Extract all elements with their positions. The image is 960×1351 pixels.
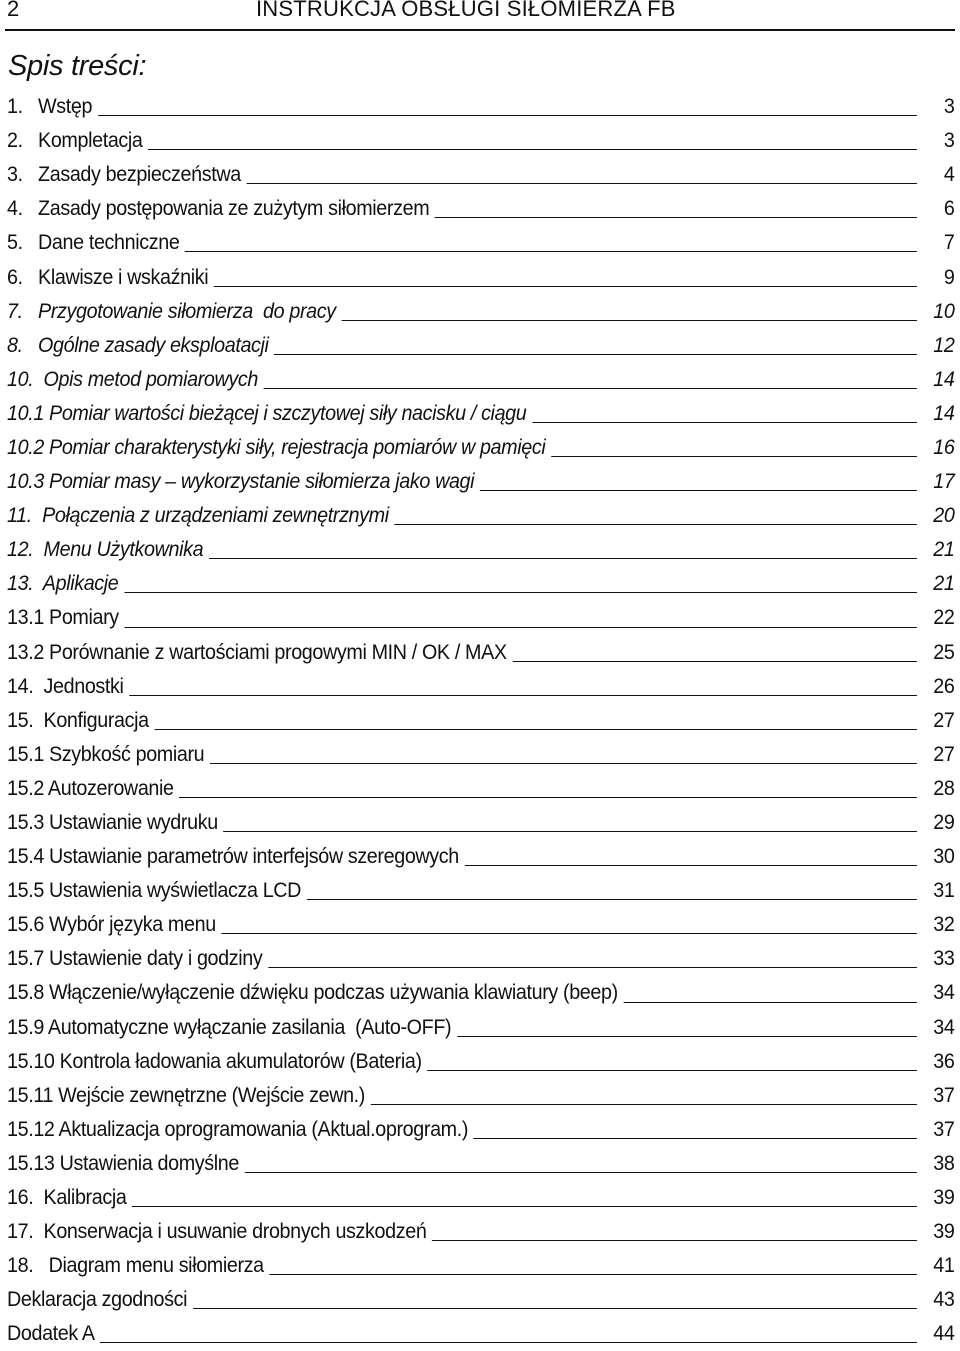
toc-entry[interactable] xyxy=(7,397,955,431)
toc-entry-label: 7. Przygotowanie siłomierza do pracy xyxy=(7,299,336,323)
toc-entry[interactable] xyxy=(7,738,955,772)
toc-leader-line xyxy=(179,797,917,798)
toc-entry[interactable] xyxy=(7,329,955,363)
toc-entry-page: 21 xyxy=(933,572,955,596)
toc-entry-label: 15.9 Automatyczne wyłączanie zasilania (Auto-OFF) xyxy=(7,1015,452,1039)
toc-entry-label: 18. Diagram menu siłomierza xyxy=(7,1254,264,1278)
toc-entry-page: 27 xyxy=(933,742,955,766)
toc-entry-label: 15. Konfiguracja xyxy=(7,708,149,732)
toc-entry-page: 21 xyxy=(933,538,955,562)
toc-entry-page: 22 xyxy=(933,606,955,630)
toc-entry-page: 44 xyxy=(933,1322,955,1346)
toc-entry-page: 17 xyxy=(933,470,955,494)
toc-entry[interactable] xyxy=(7,567,955,601)
toc-entry[interactable] xyxy=(7,363,955,397)
toc-entry-page: 29 xyxy=(933,811,955,835)
toc-entry-label: 15.2 Autozerowanie xyxy=(7,776,174,800)
toc-entry[interactable] xyxy=(7,90,955,124)
toc-entry-label: 15.1 Szybkość pomiaru xyxy=(7,742,205,766)
toc-entry-page: 4 xyxy=(943,163,955,187)
toc-leader-line xyxy=(465,865,917,866)
toc-entry-label: 15.8 Włączenie/wyłączenie dźwięku podczas używania klawiatury (beep) xyxy=(7,981,618,1005)
toc-leader-line xyxy=(148,149,917,150)
header-divider xyxy=(5,29,955,31)
toc-entry-page: 34 xyxy=(933,1015,955,1039)
page-header xyxy=(0,0,960,40)
toc-leader-line xyxy=(221,933,916,934)
toc-leader-line xyxy=(371,1104,917,1105)
toc-leader-line xyxy=(246,183,916,184)
toc-leader-line xyxy=(129,695,917,696)
toc-leader-line xyxy=(427,1070,917,1071)
toc-leader-line xyxy=(132,1206,917,1207)
toc-entry-label: 13.2 Porównanie z wartościami progowymi MIN / OK / MAX xyxy=(7,640,507,664)
toc-entry-label: 15.6 Wybór języka menu xyxy=(7,913,216,937)
toc-entry-page: 43 xyxy=(933,1288,955,1312)
toc-entry-label: 13.1 Pomiary xyxy=(7,606,119,630)
page-number: 2 xyxy=(7,0,20,21)
toc-entry-page: 37 xyxy=(933,1083,955,1107)
toc-entry[interactable] xyxy=(7,431,955,465)
toc-entry-page: 27 xyxy=(933,708,955,732)
toc-entry[interactable] xyxy=(7,260,955,294)
toc-entry[interactable] xyxy=(7,1181,955,1215)
toc-entry-page: 3 xyxy=(943,95,955,119)
toc-entry-label: 11. Połączenia z urządzeniami zewnętrznymi xyxy=(7,504,389,528)
toc-entry[interactable] xyxy=(7,1011,955,1045)
toc-entry-page: 41 xyxy=(933,1254,955,1278)
toc-leader-line xyxy=(100,1342,917,1343)
toc-entry-page: 12 xyxy=(933,333,955,357)
toc-entry-page: 16 xyxy=(933,435,955,459)
toc-entry-page: 32 xyxy=(933,913,955,937)
toc-entry-page: 6 xyxy=(943,197,955,221)
toc-entry[interactable] xyxy=(7,840,955,874)
toc-leader-line xyxy=(210,763,917,764)
toc-entry[interactable] xyxy=(7,295,955,329)
toc-leader-line xyxy=(209,558,917,559)
toc-entry-label: 12. Menu Użytkownika xyxy=(7,538,204,562)
toc-entry-label: 10.1 Pomiar wartości bieżącej i szczytowej siły nacisku / ciągu xyxy=(7,401,527,425)
toc-leader-line xyxy=(154,729,917,730)
toc-entry-page: 39 xyxy=(933,1186,955,1210)
toc-entry-label: 15.12 Aktualizacja oprogramowania (Aktual.oprogram.) xyxy=(7,1117,469,1141)
toc-entry-page: 34 xyxy=(933,981,955,1005)
toc-entry[interactable] xyxy=(7,465,955,499)
toc-leader-line xyxy=(269,1274,916,1275)
toc-entry[interactable] xyxy=(7,908,955,942)
toc-entry-label: 15.3 Ustawianie wydruku xyxy=(7,811,218,835)
toc-entry[interactable] xyxy=(7,1249,955,1283)
toc-entry[interactable] xyxy=(7,1079,955,1113)
toc-entry[interactable] xyxy=(7,670,955,704)
toc-entry[interactable] xyxy=(7,874,955,908)
toc-entry-label: 6. Klawisze i wskaźniki xyxy=(7,265,209,289)
toc-leader-line xyxy=(432,1240,917,1241)
toc-entry[interactable] xyxy=(7,226,955,260)
toc-leader-line xyxy=(551,456,917,457)
toc-entry-page: 30 xyxy=(933,845,955,869)
toc-entry[interactable] xyxy=(7,704,955,738)
toc-entry[interactable] xyxy=(7,158,955,192)
toc-entry-label: 15.4 Ustawianie parametrów interfejsów szeregowych xyxy=(7,845,459,869)
toc-entry[interactable] xyxy=(7,499,955,533)
toc-entry-label: 15.10 Kontrola ładowania akumulatorów (Bateria) xyxy=(7,1049,422,1073)
toc-entry[interactable] xyxy=(7,124,955,158)
toc-leader-line xyxy=(623,1002,916,1003)
toc-entry[interactable] xyxy=(7,1045,955,1079)
toc-entry-label: 15.13 Ustawienia domyślne xyxy=(7,1151,240,1175)
toc-leader-line xyxy=(435,217,917,218)
toc-entry-label: 14. Jednostki xyxy=(7,674,124,698)
toc-heading: Spis treści: xyxy=(8,50,147,82)
toc-entry[interactable] xyxy=(7,533,955,567)
toc-entry[interactable] xyxy=(7,1283,955,1317)
toc-entry-label: 17. Konserwacja i usuwanie drobnych uszkodzeń xyxy=(7,1220,427,1244)
toc-entry-label: 5. Dane techniczne xyxy=(7,231,180,255)
toc-leader-line xyxy=(223,831,916,832)
toc-entry-label: 10.3 Pomiar masy – wykorzystanie siłomierza jako wagi xyxy=(7,470,475,494)
toc-entry-label: 8. Ogólne zasady eksploatacji xyxy=(7,333,269,357)
toc-entry-label: 10.2 Pomiar charakterystyki siły, rejestracja pomiarów w pamięci xyxy=(7,435,546,459)
toc-entry-label: 13. Aplikacje xyxy=(7,572,119,596)
toc-leader-line xyxy=(457,1036,917,1037)
toc-entry[interactable] xyxy=(7,942,955,976)
toc-entry[interactable] xyxy=(7,806,955,840)
toc-entry-label: 10. Opis metod pomiarowych xyxy=(7,367,258,391)
toc-entry-page: 36 xyxy=(933,1049,955,1073)
toc-entry-label: 3. Zasady bezpieczeństwa xyxy=(7,163,241,187)
toc-leader-line xyxy=(307,899,917,900)
toc-entry-label: 15.7 Ustawienie daty i godziny xyxy=(7,947,263,971)
toc-leader-line xyxy=(474,1138,917,1139)
document-title: INSTRUKCJA OBSŁUGI SIŁOMIERZA FB xyxy=(256,0,676,21)
toc-entry-label: 2. Kompletacja xyxy=(7,129,143,153)
toc-entry[interactable] xyxy=(7,601,955,635)
toc-leader-line xyxy=(214,286,917,287)
table-of-contents xyxy=(7,90,955,1351)
toc-leader-line xyxy=(124,592,917,593)
toc-entry-page: 9 xyxy=(943,265,955,289)
toc-entry-page: 31 xyxy=(933,879,955,903)
toc-leader-line xyxy=(124,627,916,628)
toc-entry[interactable] xyxy=(7,1215,955,1249)
toc-entry[interactable] xyxy=(7,1147,955,1181)
toc-leader-line xyxy=(268,967,917,968)
toc-leader-line xyxy=(532,422,917,423)
toc-entry-page: 20 xyxy=(933,504,955,528)
toc-entry-label: Deklaracja zgodności xyxy=(7,1288,188,1312)
toc-entry-page: 38 xyxy=(933,1151,955,1175)
toc-entry-label: 16. Kalibracja xyxy=(7,1186,127,1210)
toc-entry[interactable] xyxy=(7,772,955,806)
toc-leader-line xyxy=(394,524,917,525)
toc-entry[interactable] xyxy=(7,636,955,670)
toc-entry-page: 3 xyxy=(943,129,955,153)
toc-entry-label: 15.11 Wejście zewnętrzne (Wejście zewn.) xyxy=(7,1083,365,1107)
toc-leader-line xyxy=(512,661,917,662)
toc-leader-line xyxy=(274,354,917,355)
toc-entry-label: 4. Zasady postępowania ze zużytym siłomierzem xyxy=(7,197,430,221)
toc-entry-page: 25 xyxy=(933,640,955,664)
toc-entry-page: 10 xyxy=(933,299,955,323)
toc-leader-line xyxy=(480,490,917,491)
toc-entry-label: Dodatek A xyxy=(7,1322,95,1346)
toc-leader-line xyxy=(193,1308,917,1309)
toc-entry-page: 37 xyxy=(933,1117,955,1141)
toc-entry-page: 14 xyxy=(933,367,955,391)
toc-leader-line xyxy=(341,320,917,321)
toc-entry-page: 26 xyxy=(933,674,955,698)
toc-entry-label: 15.5 Ustawienia wyświetlacza LCD xyxy=(7,879,302,903)
toc-leader-line xyxy=(245,1172,917,1173)
toc-leader-line xyxy=(98,115,917,116)
toc-entry-page: 28 xyxy=(933,776,955,800)
toc-leader-line xyxy=(264,388,917,389)
toc-entry-page: 7 xyxy=(943,231,955,255)
toc-entry-page: 39 xyxy=(933,1220,955,1244)
toc-entry-page: 33 xyxy=(933,947,955,971)
toc-entry[interactable] xyxy=(7,192,955,226)
toc-entry[interactable] xyxy=(7,976,955,1010)
toc-entry-page: 14 xyxy=(933,401,955,425)
toc-leader-line xyxy=(185,251,917,252)
toc-entry[interactable] xyxy=(7,1113,955,1147)
toc-entry-label: 1. Wstęp xyxy=(7,95,93,119)
